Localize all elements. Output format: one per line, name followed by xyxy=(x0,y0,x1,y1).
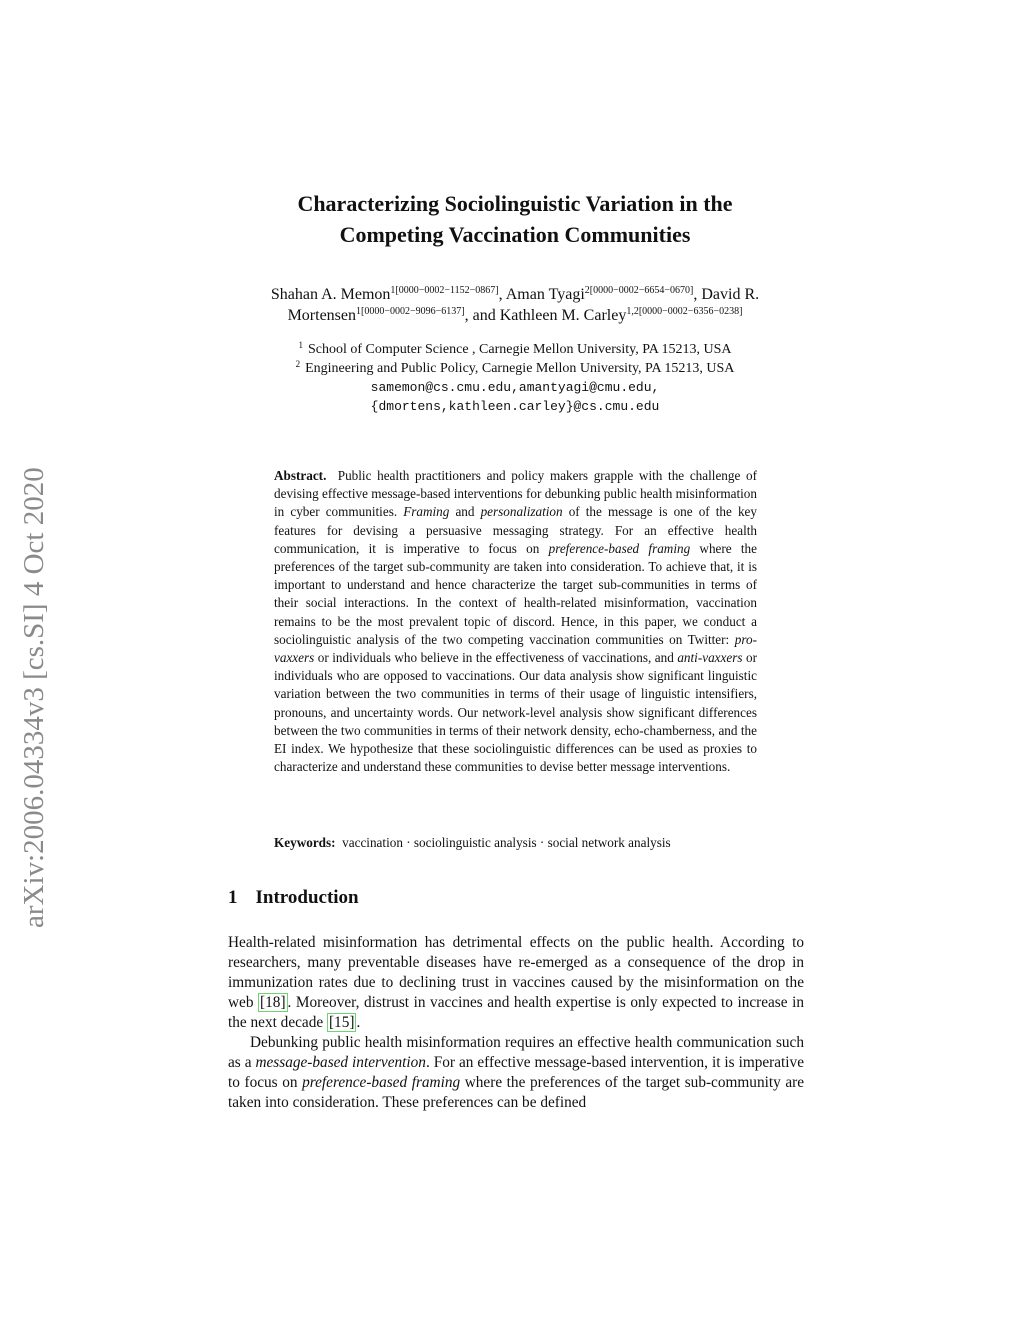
affiliation-1: $^1$ School of Computer Science , Carnegie Mellon University, PA 15213, USA xyxy=(298,340,732,357)
citation-link[interactable]: [18] xyxy=(260,994,286,1011)
keywords-label: Keywords: xyxy=(274,835,336,850)
introduction-body xyxy=(228,933,804,1113)
paragraph: Debunking public health misinformation requires an effective health communication such as a message-based intervention. For an effective message-based intervention, it is imperative to focus on preference-based framing where the preferences of the target sub-community are taken into consideration. These preferences can be defined xyxy=(228,1034,804,1111)
author-list: Shahan A. Memon$^{1[0000-0002-1152-0867]}$, Aman Tyagi$^{2[0000-0002-6654-0670]}$, David R. Mortensen$^{1[0000-0002-9096-6137]}$, and Kathleen M. Carley$^{1,2[0000-0002-6356-0238]}$ xyxy=(270,285,760,324)
section-heading xyxy=(228,887,359,909)
author-name: Shahan A. Memon xyxy=(270,286,391,303)
author-name: David R. Mortensen xyxy=(287,286,760,324)
title-line-1: Characterizing Sociolinguistic Variation in the xyxy=(297,191,733,216)
paragraph: Health-related misinformation has detrimental effects on the public health. According to researchers, many preventable diseases have re-emerged as a consequence of the drop in immunization rates due to declining trust in vaccines caused by the misinformation on the web [18] . Moreover, distrust in vaccines and health expertise is only expected to increase in the next decade [15] . xyxy=(228,934,804,1031)
title-line-2: Competing Vaccination Communities xyxy=(339,222,691,247)
author-name: Kathleen M. Carley xyxy=(499,307,627,324)
section-number: 1 xyxy=(228,887,238,908)
author-name: Aman Tyagi xyxy=(505,286,585,303)
email-line-2: {dmortens,kathleen.carley}@cs.cmu.edu xyxy=(370,399,660,414)
abstract: Abstract. Public health practitioners and policy makers grapple with the challenge of devising effective message-based interventions for debunking public health misinformation in cyber communities. Framing and personalization of the message is one of the key features for devising a persuasive messaging strategy. For an effective health communication, it is imperative to focus on preference-based framing where the preferences of the target sub-community are taken into consideration. To achieve that, it is important to understand and hence characterize the target sub-communities in terms of their social interactions. In the context of health-related misinformation, vaccination remains to be the most prevalent topic of discord. Hence, in this paper, we conduct a sociolinguistic analysis of the two competing vaccination communities on Twitter: pro-vaxxers or individuals who believe in the effectiveness of vaccinations, and anti-vaxxers or individuals who are opposed to vaccinations. Our data analysis show significant linguistic variation between the two communities in terms of their usage of linguistic intensifiers, pronouns, and uncertainty words. Our network-level analysis show significant differences between the two communities in terms of their network density, echo-chamberness, and the EI index. We hypothesize that these sociolinguistic differences can be used as proxies to characterize and understand these communities to devise better message interventions. xyxy=(274,468,758,775)
affiliation-2: $^2$ Engineering and Public Policy, Carnegie Mellon University, PA 15213, USA xyxy=(295,359,735,376)
keywords: Keywords: vaccination · sociolinguistic analysis · social network analysis xyxy=(274,835,671,850)
author-orcid: 2[0000−0002−6654−0670] xyxy=(584,285,694,296)
arxiv-identifier: arXiv:2006.04334v3 [cs.SI] 4 Oct 2020 xyxy=(18,467,50,928)
author-orcid: 1,2[0000−0002−6356−0238] xyxy=(626,306,743,317)
paper-title xyxy=(230,188,800,250)
author-orcid: 1[0000−0002−9096−6137] xyxy=(356,306,465,317)
citation-link[interactable]: [15] xyxy=(328,1014,355,1031)
email-line-1: samemon@cs.cmu.edu,amantyagi@cmu.edu, xyxy=(370,380,660,395)
author-orcid: 1[0000−0002−1152−0867] xyxy=(390,285,499,296)
section-title: Introduction xyxy=(255,887,359,908)
affiliations xyxy=(230,340,800,416)
abstract-label: Abstract. xyxy=(274,468,327,483)
